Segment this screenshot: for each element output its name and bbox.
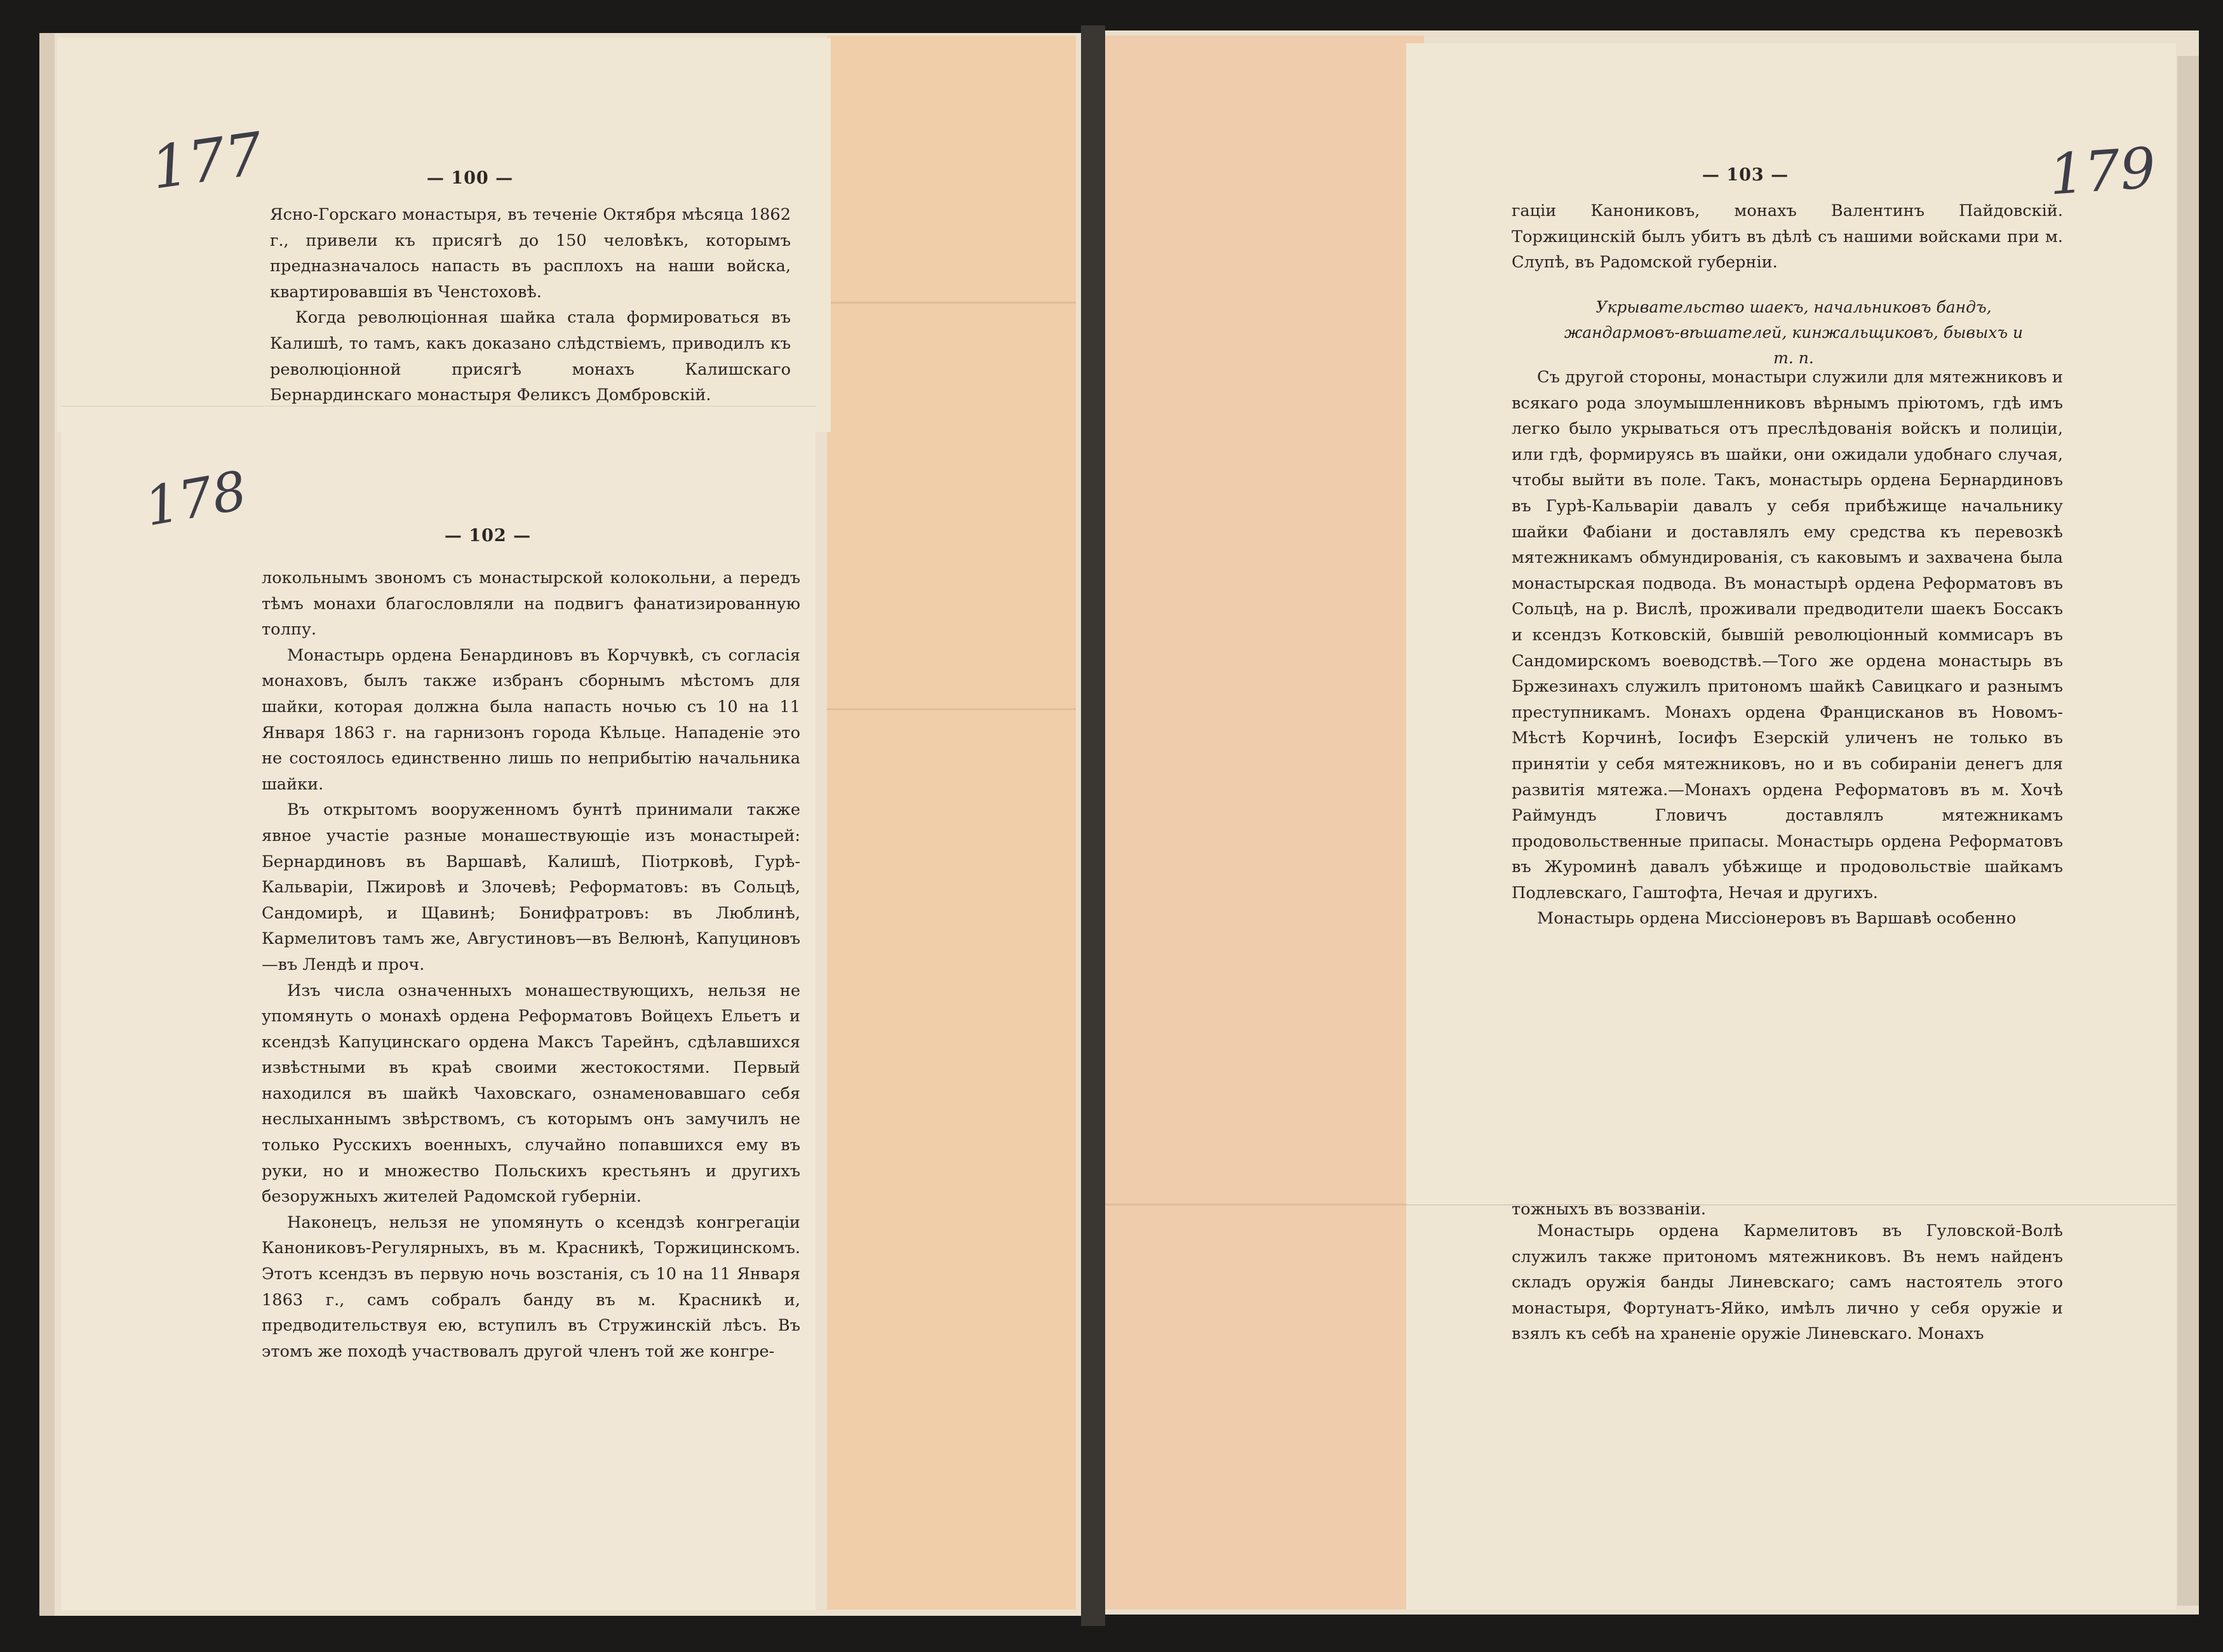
tape-fold-line <box>827 708 1076 710</box>
left-page-edge <box>39 33 55 1616</box>
page-number: — 100 — <box>426 168 514 188</box>
page-number: — 103 — <box>1702 165 1789 185</box>
paragraph: Въ открытомъ вооруженномъ бунтѣ принимали также явное участіе разные монашествующіе изъ монастырей: Бернардиновъ въ Варшавѣ, Калишѣ, Піотрковѣ, Гурѣ-Кальваріи, Пжировѣ и Злочевѣ; Реформатовъ: въ Сольцѣ, Сандомирѣ, и Щавинѣ; Бонифратровъ: въ Люблинѣ, Кармелитовъ тамъ же, Августиновъ—въ Велюнѣ, Капуциновъ—въ Лендѣ и проч. <box>262 800 800 974</box>
paragraph: Монастырь ордена Миссіонеровъ въ Варшавѣ особенно <box>1537 909 2017 929</box>
page-102-text <box>262 565 800 1364</box>
tape-fold-line <box>1105 1204 1424 1205</box>
page-103 <box>1406 43 2176 1205</box>
paragraph: Монастырь ордена Бенардиновъ въ Корчувкѣ, съ согласія монаховъ, былъ также избранъ сборнымъ мѣстомъ для шайки, которая должна была напасть ночью съ 10 на 11 Января 1863 г. на гарнизонъ города Кѣльце. Нападеніе это не состоялось единственно лишь по неприбытію начальника шайки. <box>262 645 800 794</box>
page-103-intro <box>1512 198 2063 276</box>
page-100-text <box>270 202 791 419</box>
tape-strip-right <box>1105 36 1424 1609</box>
paragraph: Когда революціонная шайка стала формироваться въ Калишѣ, то тамъ, какъ доказано слѣдствіемъ, приводилъ къ революціонной присягѣ монахъ Калишскаго Бернардинскаго монастыря Феликсъ Домбровскій. <box>270 308 791 405</box>
paragraph: гаціи Канониковъ, монахъ Валентинъ Пайдовскій. Торжицинскій былъ убитъ въ дѣлѣ съ нашими войсками при м. Слупѣ, въ Радомской губерніи. <box>1512 201 2063 272</box>
page-100 <box>57 38 831 432</box>
paragraph: Ясно-Горскаго монастыря, въ теченіе Октября мѣсяца 1862 г., привели къ присягѣ до 150 человѣкъ, которымъ предназначалось напасть въ расплохъ на наши войска, квартировавшія въ Ченстоховѣ. <box>270 205 791 302</box>
book-spine <box>1081 25 1105 1626</box>
handwritten-folio: 179 <box>2046 135 2158 208</box>
handwritten-folio: 177 <box>147 119 267 203</box>
page-103-text <box>1512 365 2063 932</box>
tape-strip-left <box>827 36 1076 1609</box>
right-page-edge <box>2177 56 2199 1606</box>
section-heading: Укрывательство шаекъ, начальниковъ бандъ, жандармовъ-вѣшателей, кинжальщиковъ, бывыхъ и т. п. <box>1564 298 2024 367</box>
page-102 <box>61 406 816 1610</box>
paragraph: Съ другой стороны, монастыри служили для мятежниковъ и всякаго рода злоумышленниковъ вѣрнымъ пріютомъ, гдѣ имъ легко было укрываться отъ преслѣдованія войскъ и полиціи, или гдѣ, формируясь въ шайки, они ожидали удобнаго случая, чтобы выйти въ поле. Такъ, монастырь ордена Бернардиновъ въ Гурѣ-Кальваріи давалъ у себя прибѣжище начальнику шайки Фабіани и доставлялъ ему средства къ перевозкѣ мятежникамъ обмундированія, съ каковымъ и захвачена была монастырская подвода. Въ монастырѣ ордена Реформатовъ въ Сольцѣ, на р. Вислѣ, проживали предводители шаекъ Боссакъ и ксендзъ Котковскій, бывшій революціонный коммисаръ въ Сандомирскомъ воеводствѣ.—Того же ордена монастырь въ Бржезинахъ служилъ притономъ шайкѣ Савицкаго и разнымъ преступникамъ. Монахъ ордена Францисканов въ Новомъ-Мѣстѣ Корчинѣ, Іосифъ Езерскій уличенъ не только въ принятіи у себя мятежниковъ, но и въ собираніи денегъ для развитія мятежа.—Монахъ ордена Реформатовъ въ м. Хочѣ Раймундъ Гловичъ доставлялъ мятежникамъ продовольственные припасы. Монастырь ордена Реформатовъ въ Журоминѣ давалъ убѣжище и продовольствіе шайкамъ Подлевскаго, Гаштофта, Нечая и другихъ. <box>1512 368 2063 903</box>
paragraph: локольнымъ звономъ съ монастырской колокольни, а передъ тѣмъ монахи благословляли на подвигъ фанатизированную толпу. <box>262 568 800 640</box>
paragraph: Наконецъ, нельзя не упомянуть о ксендзѣ конгрегаціи Канониковъ-Регулярныхъ, въ м. Красникѣ, Торжицинскомъ. Этотъ ксендзъ въ первую ночь возстанія, съ 10 на 11 Января 1863 г., самъ собралъ банду въ м. Красникѣ и, предводительствуя ею, вступилъ въ Стружинскій лѣсъ. Въ этомъ же походѣ участвовалъ другой членъ той же конгре- <box>262 1212 800 1361</box>
handwritten-folio: 178 <box>140 459 252 539</box>
page-104-text <box>1512 1218 2063 1347</box>
paragraph: Монастырь ордена Кармелитовъ въ Гуловской-Волѣ служилъ также притономъ мятежниковъ. Въ немъ найденъ складъ оружія банды Линевскаго; самъ настоятель этого монастыря, Фортунатъ-Яйко, имѣлъ лично у себя оружіе и взялъ къ себѣ на храненіе оружіе Линевскаго. Монахъ <box>1512 1221 2063 1344</box>
page-104-fragment <box>1406 1200 2176 1609</box>
page-number: — 102 — <box>444 526 532 546</box>
tape-fold-line <box>827 302 1076 304</box>
cut-line: тожныхъ въ воззваніи. <box>1512 1200 1707 1219</box>
paragraph: Изъ числа означенныхъ монашествующихъ, нельзя не упомянуть о монахѣ ордена Реформатовъ Войцехъ Ельетъ и ксендзѣ Капуцинскаго ордена Максъ Тарейнъ, сдѣлавшихся извѣстными въ краѣ своими жестокостями. Первый находился въ шайкѣ Чаховскаго, ознаменовавшаго себя неслыханнымъ звѣрствомъ, съ которымъ онъ замучилъ не только Русскихъ военныхъ, случайно попавшихся ему въ руки, но и множество Польскихъ крестьянъ и другихъ безоружныхъ жителей Радомской губерніи. <box>262 981 800 1207</box>
